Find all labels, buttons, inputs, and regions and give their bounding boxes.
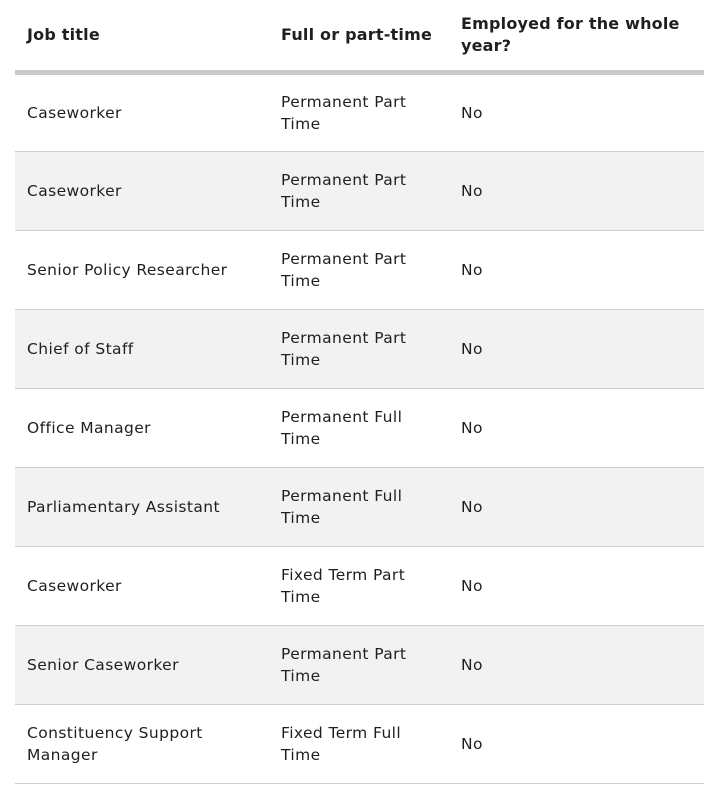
employment-type-cell: Fixed Term Part Time xyxy=(269,547,449,626)
employment-type-cell: Permanent Part Time xyxy=(269,310,449,389)
employment-type-cell: Permanent Part Time xyxy=(269,626,449,705)
job-title-cell: Senior Caseworker xyxy=(15,626,269,705)
employment-type-cell: Fixed Term Full Time xyxy=(269,705,449,784)
whole-year-cell: No xyxy=(449,73,704,152)
column-header-full-or-part-time: Full or part-time xyxy=(269,0,449,73)
table-row xyxy=(15,705,704,784)
staff-table-container xyxy=(15,0,704,784)
column-header-job-title: Job title xyxy=(15,0,269,73)
job-title-cell: Constituency Support Manager xyxy=(15,705,269,784)
job-title-cell: Chief of Staff xyxy=(15,310,269,389)
employment-type-cell: Permanent Full Time xyxy=(269,468,449,547)
whole-year-cell: No xyxy=(449,231,704,310)
whole-year-cell: No xyxy=(449,310,704,389)
whole-year-cell: No xyxy=(449,547,704,626)
table-row xyxy=(15,389,704,468)
table-row xyxy=(15,468,704,547)
job-title-cell: Senior Policy Researcher xyxy=(15,231,269,310)
table-row xyxy=(15,152,704,231)
table-row xyxy=(15,310,704,389)
table-row xyxy=(15,231,704,310)
job-title-cell: Caseworker xyxy=(15,547,269,626)
job-title-cell: Office Manager xyxy=(15,389,269,468)
job-title-cell: Caseworker xyxy=(15,73,269,152)
table-header xyxy=(15,0,704,73)
whole-year-cell: No xyxy=(449,152,704,231)
whole-year-cell: No xyxy=(449,389,704,468)
job-title-cell: Caseworker xyxy=(15,152,269,231)
table-body xyxy=(15,73,704,784)
table-row xyxy=(15,626,704,705)
job-title-cell: Parliamentary Assistant xyxy=(15,468,269,547)
whole-year-cell: No xyxy=(449,705,704,784)
employment-type-cell: Permanent Part Time xyxy=(269,73,449,152)
staff-table xyxy=(15,0,704,784)
whole-year-cell: No xyxy=(449,626,704,705)
employment-type-cell: Permanent Part Time xyxy=(269,152,449,231)
table-row xyxy=(15,73,704,152)
employment-type-cell: Permanent Part Time xyxy=(269,231,449,310)
table-row xyxy=(15,547,704,626)
whole-year-cell: No xyxy=(449,468,704,547)
header-row xyxy=(15,0,704,73)
employment-type-cell: Permanent Full Time xyxy=(269,389,449,468)
column-header-employed-whole-year: Employed for the whole year? xyxy=(449,0,704,73)
